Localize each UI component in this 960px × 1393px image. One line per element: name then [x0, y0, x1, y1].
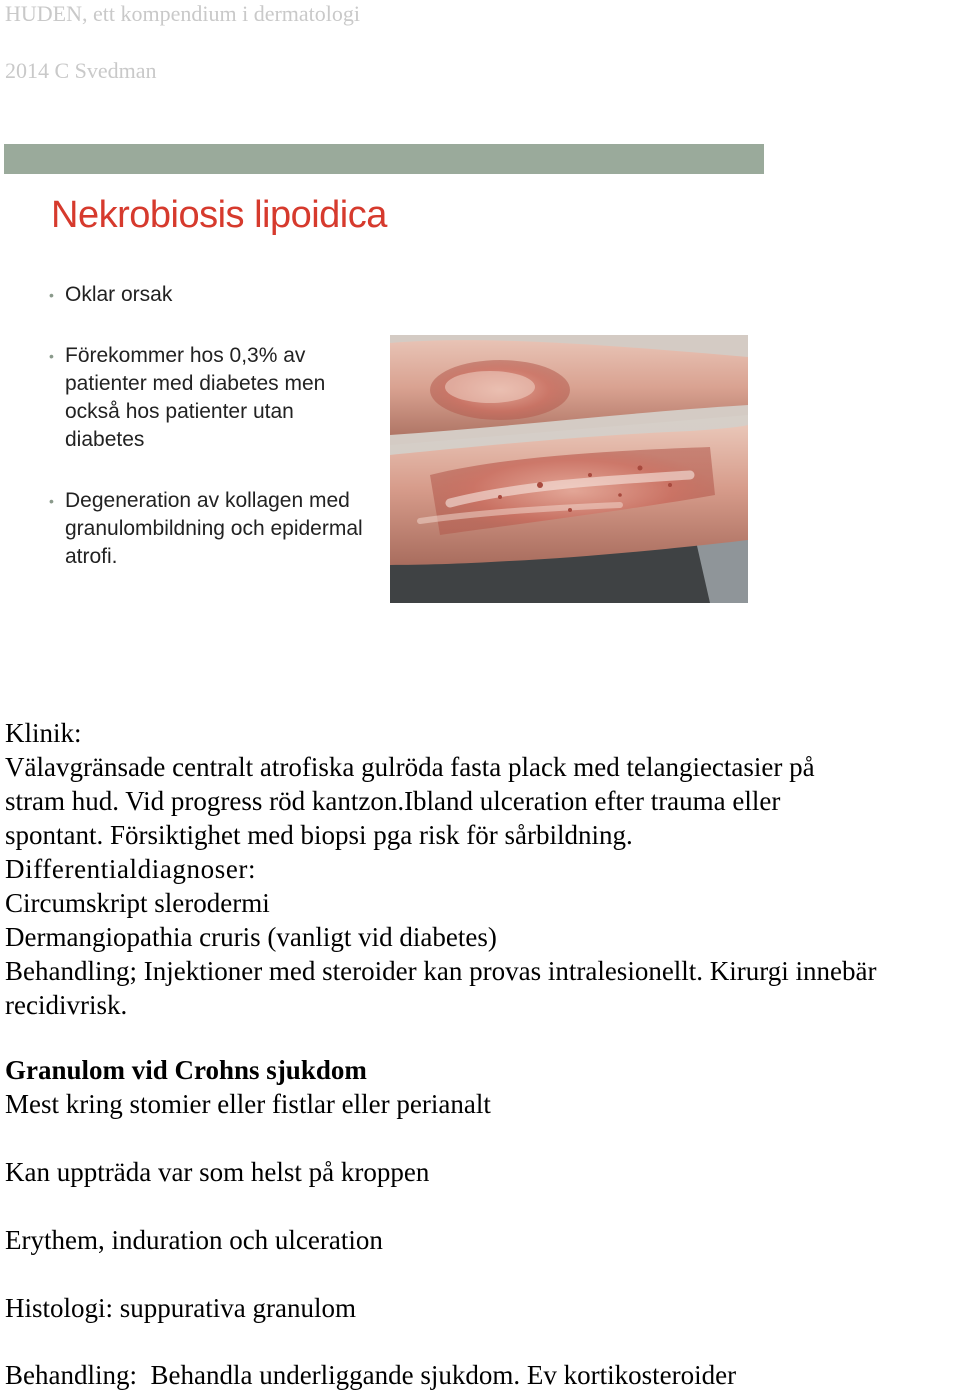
slide-bullet-list — [47, 281, 367, 604]
bullet-text: Degeneration av kollagen med granulombildning och epidermal atrofi. — [65, 489, 363, 568]
bullet-text: Oklar orsak — [65, 283, 173, 306]
clinical-photo-illustration — [390, 335, 748, 603]
crohn-line: Behandling: Behandla underliggande sjukdom. Ev kortikosteroider — [5, 1360, 737, 1390]
klinik-description-line: Välavgränsade centralt atrofiska gulröda fasta plack med telangiectasier på — [5, 752, 815, 782]
bullet-item — [47, 281, 367, 309]
clinical-photo — [390, 335, 748, 603]
crohn-line-block — [5, 1358, 960, 1392]
treatment-line: recidivrisk. — [5, 990, 128, 1020]
bullet-item — [47, 487, 367, 571]
klinik-section — [5, 716, 960, 1022]
crohn-line-block — [5, 1155, 960, 1189]
klinik-description-line: spontant. Försiktighet med biopsi pga risk för sårbildning. — [5, 820, 633, 850]
differential-item: Circumskript slerodermi — [5, 888, 270, 918]
crohn-line-block — [5, 1223, 960, 1257]
bullet-text: Förekommer hos 0,3% av patienter med diabetes men också hos patienter utan diabetes — [65, 344, 326, 451]
treatment-line: Behandling; Injektioner med steroider kan provas intralesionellt. Kirurgi innebär — [5, 956, 877, 986]
crohn-line: Mest kring stomier eller fistlar eller perianalt — [5, 1089, 491, 1119]
crohn-section — [5, 1053, 960, 1121]
bullet-dot-icon: • — [49, 348, 54, 364]
slide-top-bar — [4, 144, 764, 174]
klinik-description-line: stram hud. Vid progress röd kantzon.Ibland ulceration efter trauma eller — [5, 786, 781, 816]
crohn-heading: Granulom vid Crohns sjukdom — [5, 1055, 367, 1085]
differential-heading: Differentialdiagnoser: — [5, 854, 257, 884]
crohn-line: Kan uppträda var som helst på kroppen — [5, 1157, 430, 1187]
bullet-item — [47, 342, 367, 454]
differential-item: Dermangiopathia cruris (vanligt vid diabetes) — [5, 922, 497, 952]
klinik-heading: Klinik: — [5, 718, 82, 748]
document-header-author: 2014 C Svedman — [5, 58, 157, 83]
document-header-title: HUDEN, ett kompendium i dermatologi — [5, 1, 360, 26]
slide-title: Nekrobiosis lipoidica — [51, 194, 387, 236]
crohn-line: Erythem, induration och ulceration — [5, 1225, 383, 1255]
bullet-dot-icon: • — [49, 287, 54, 303]
bullet-dot-icon: • — [49, 493, 54, 509]
crohn-line-block — [5, 1291, 960, 1325]
crohn-line: Histologi: suppurativa granulom — [5, 1293, 356, 1323]
